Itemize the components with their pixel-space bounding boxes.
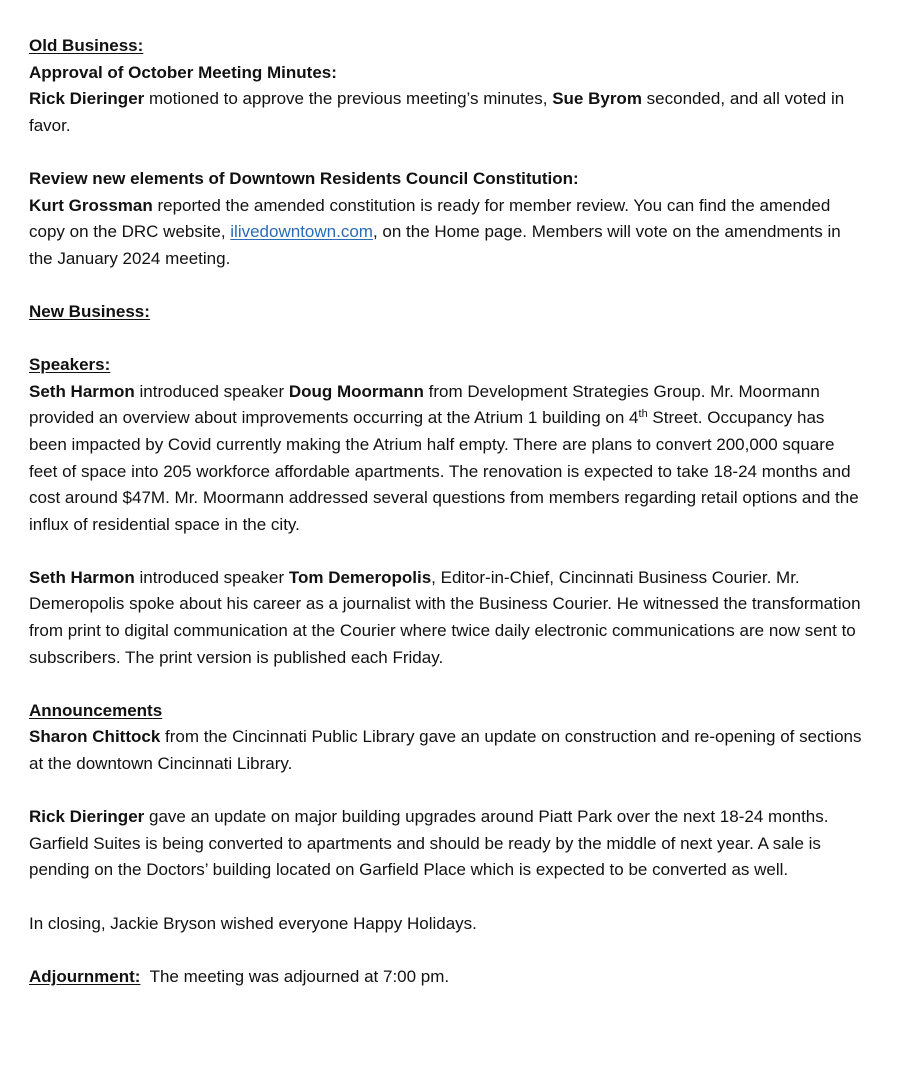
person-name: Seth Harmon [29, 381, 135, 401]
spacer [29, 671, 863, 698]
spacer [29, 326, 863, 353]
person-name: Doug Moormann [288, 381, 424, 401]
paragraph-text: reported the amended constitution is ready for member review. You can find the amended copy on the DRC website, [29, 195, 831, 242]
constitution-review-title: Review new elements of Downtown Residents Council Constitution: [29, 168, 579, 188]
paragraph-text: motioned to approve the previous meeting’s minutes, [144, 89, 553, 109]
announcements-heading: Announcements [29, 700, 163, 720]
spacer [29, 139, 863, 166]
person-name: Sue Byrom [552, 89, 642, 109]
new-business-heading: New Business: [29, 301, 150, 321]
paragraph-text: The meeting was adjourned at 7:00 pm. [140, 966, 450, 986]
constitution-review-paragraph [29, 193, 863, 273]
ordinal-suffix: th [638, 408, 648, 421]
spacer [29, 778, 863, 805]
announcement2-paragraph [29, 804, 863, 884]
paragraph-text: , Editor-in-Chief, Cincinnati Business Courier. Mr. Demeropolis spoke about his career as a journalist with the Business Courier. He witnessed the transformation from print to digital communication at the Courier where twice daily electronic communications are now sent to subscribers. The print version is published each Friday. [29, 567, 861, 667]
paragraph-text: seconded, and all voted in favor. [29, 89, 845, 135]
adjournment-label: Adjournment: [29, 966, 141, 986]
paragraph-text: Street. Occupancy has been impacted by Covid currently making the Atrium half empty. There are plans to convert 200,000 square feet of space into 205 workforce affordable apartments. The renovation is expected to take 18-24 months and cost around $47M. Mr. Moormann addressed several questions from members regarding retail options and the influx of residential space in the city. [29, 408, 859, 534]
paragraph-text: gave an update on major building upgrades around Piatt Park over the next 18-24 months. Garfield Suites is being converted to apartments and should be ready by the middle of next year. A sale is pending on the Doctors’ building located on Garfield Place which is expected to be converted as well. [29, 807, 829, 880]
spacer [29, 538, 863, 565]
person-name: Kurt Grossman [29, 195, 153, 215]
speaker1-paragraph [29, 379, 863, 539]
person-name: Rick Dieringer [29, 807, 145, 827]
speaker2-paragraph [29, 565, 863, 671]
minutes-approval-title: Approval of October Meeting Minutes: [29, 62, 337, 82]
person-name: Tom Demeropolis [288, 567, 432, 587]
spacer [29, 272, 863, 299]
spacer [29, 937, 863, 964]
paragraph-text: from Development Strategies Group. Mr. Moormann provided an overview about improvements occurring at the Atrium 1 building on 4 [29, 381, 820, 428]
adjournment-paragraph [29, 964, 863, 991]
paragraph-text: , on the Home page. Members will vote on the amendments in the January 2024 meeting. [29, 222, 841, 268]
speakers-heading: Speakers: [29, 355, 111, 375]
spacer [29, 884, 863, 911]
closing-paragraph: In closing, Jackie Bryson wished everyone Happy Holidays. [29, 913, 477, 933]
person-name: Sharon Chittock [29, 727, 161, 747]
paragraph-text: from the Cincinnati Public Library gave an update on construction and re-opening of sections at the downtown Cincinnati Library. [29, 727, 862, 774]
paragraph-text: introduced speaker [134, 381, 289, 401]
person-name: Seth Harmon [29, 567, 135, 587]
person-name: Rick Dieringer [29, 89, 145, 109]
minutes-approval-paragraph [29, 86, 863, 139]
website-link[interactable]: ilivedowntown.com [230, 222, 373, 242]
announcement1-paragraph [29, 724, 863, 777]
paragraph-text: introduced speaker [134, 567, 289, 587]
old-business-heading: Old Business: [29, 36, 144, 55]
